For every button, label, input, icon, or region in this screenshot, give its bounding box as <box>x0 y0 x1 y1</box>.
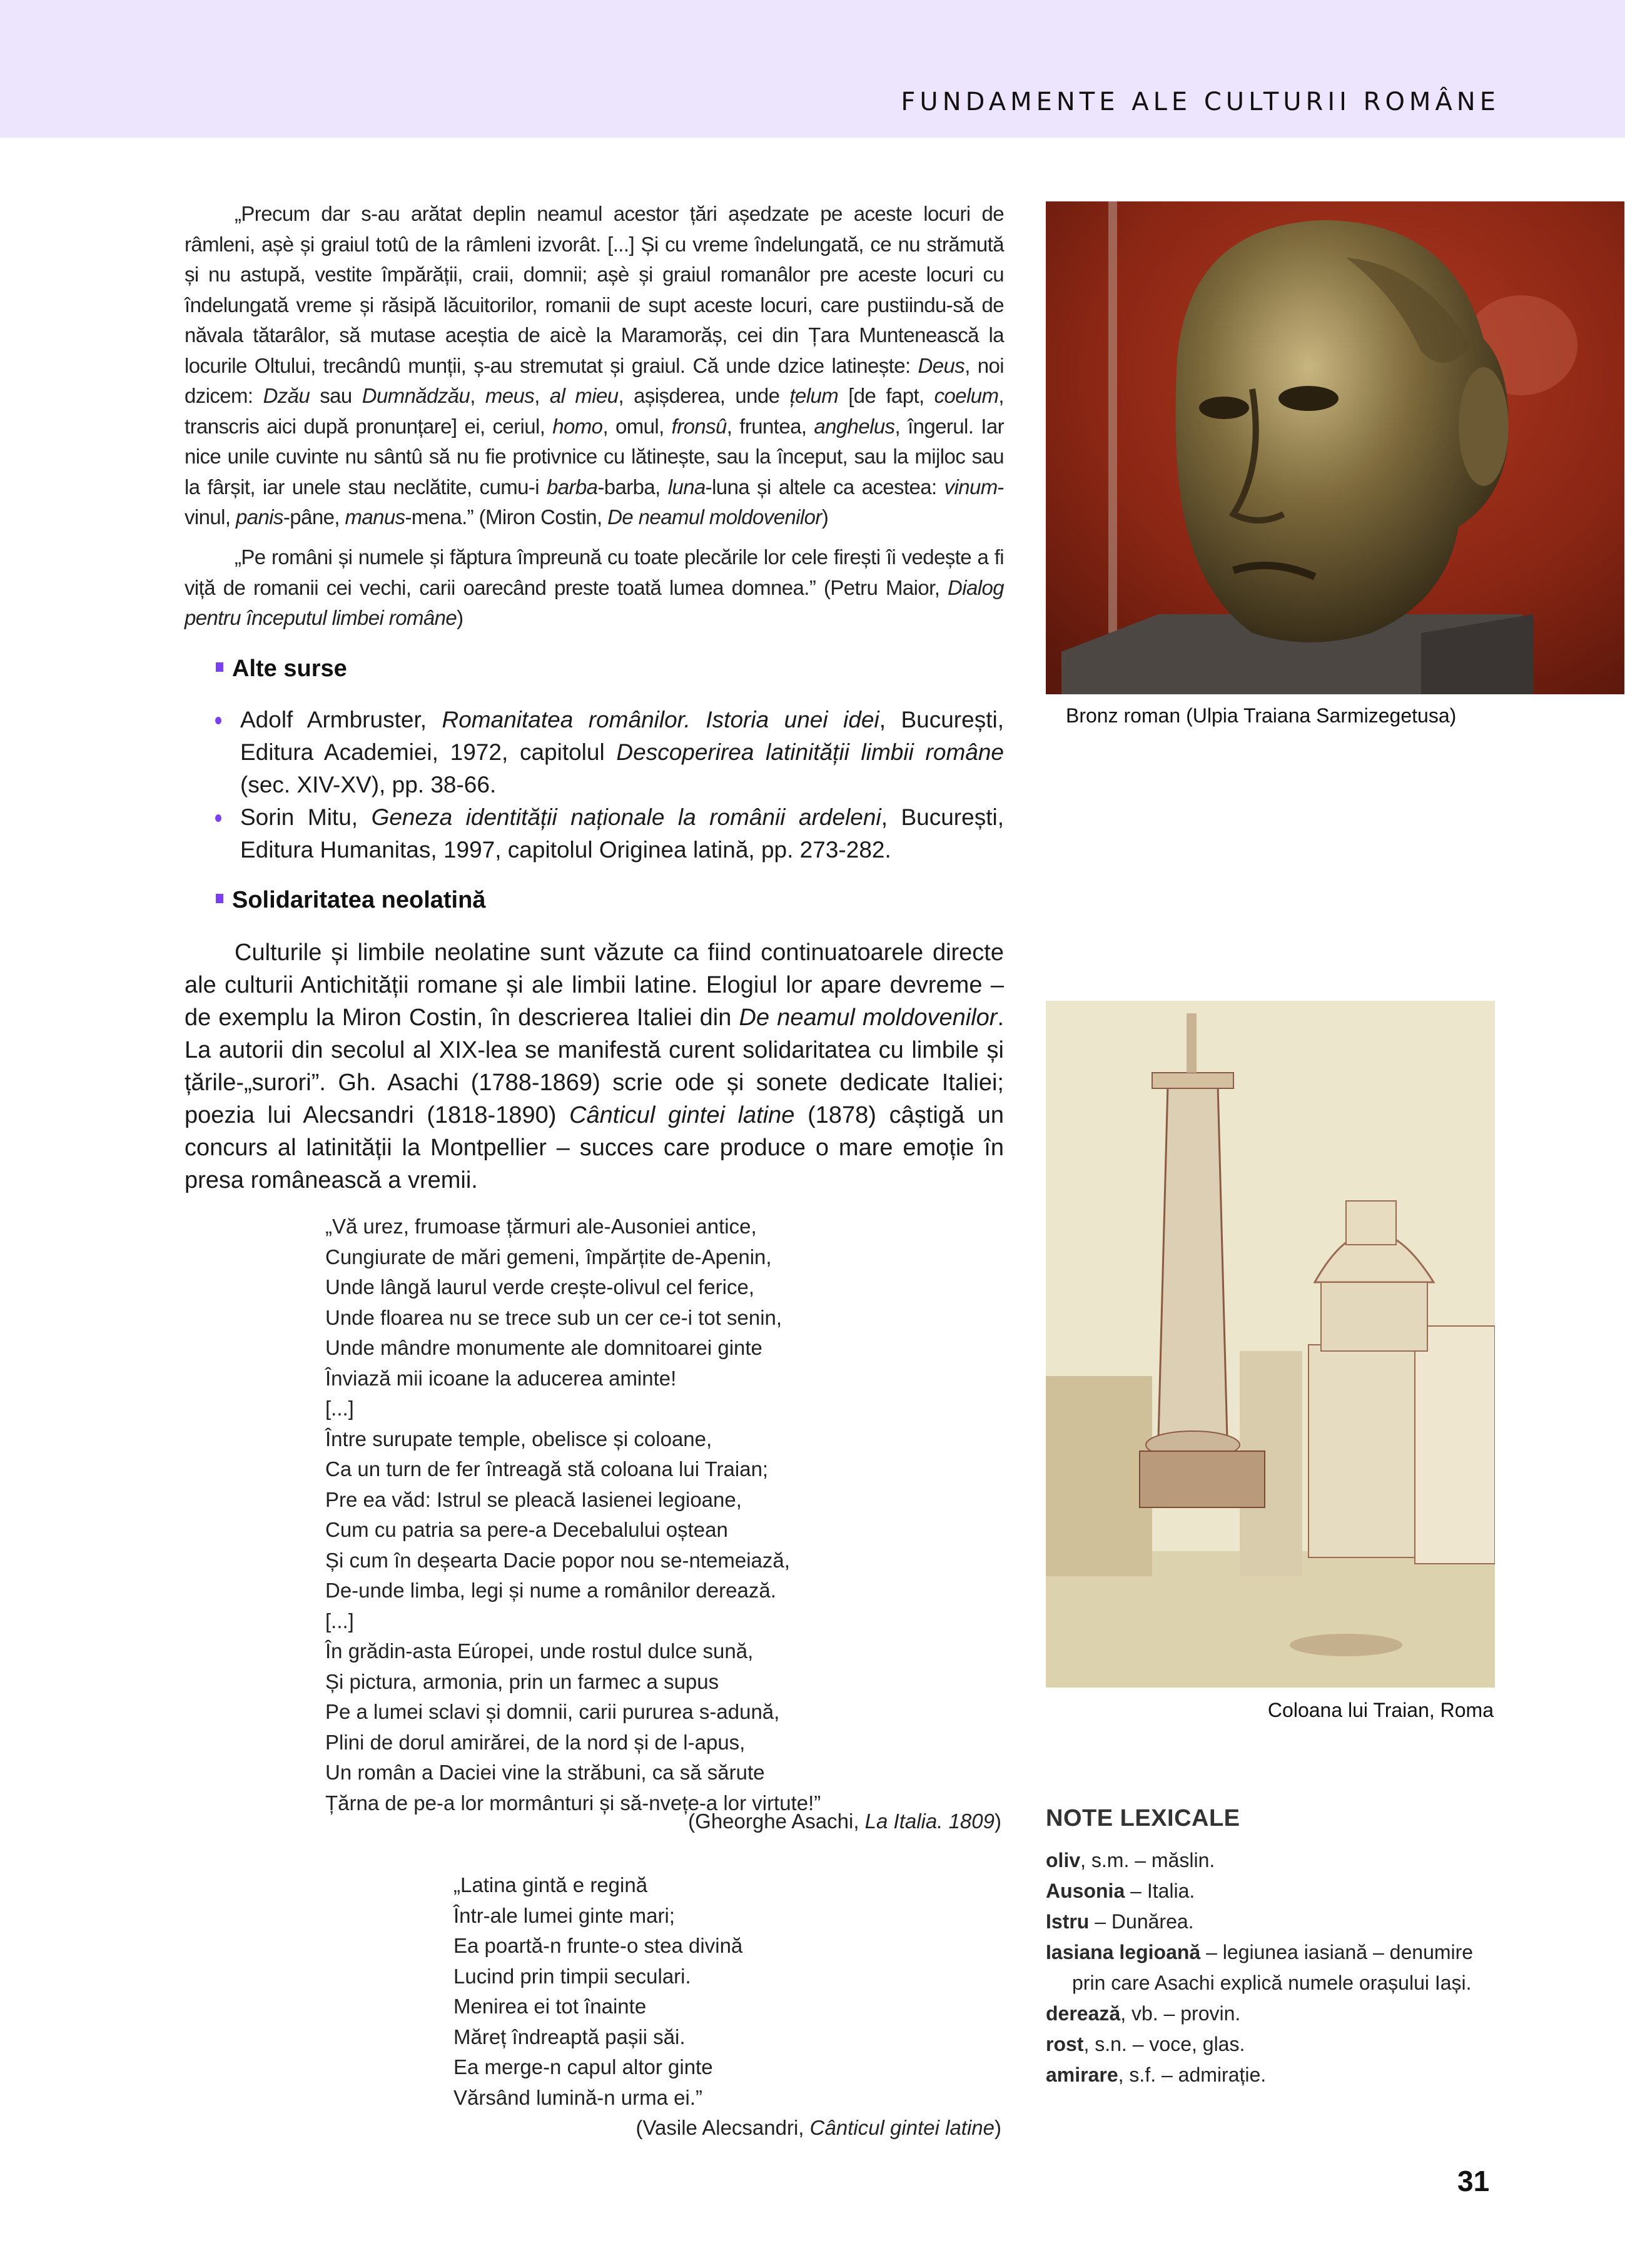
running-title: FUNDAMENTE ALE CULTURII ROMÂNE <box>901 88 1500 116</box>
lexical-notes-list <box>1046 1845 1496 2090</box>
reference-item: Adolf Armbruster, Romanitatea românilor. Istoria unei idei, București, Editura Academiei, 1972, capitolul Descoperirea latinității limbii române (sec. XIV-XV), pp. 38-66. <box>213 704 1004 801</box>
section-heading-alte-surse: Alte surse <box>216 656 347 682</box>
poem-line: Unde floarea nu se trece sub un cer ce-i tot senin, <box>325 1305 782 1329</box>
bronze-head-image <box>1046 201 1624 694</box>
poem-line: În grădin-asta Eúropei, unde rostul dulce sună, <box>325 1639 754 1663</box>
page-number: 31 <box>1457 2165 1490 2197</box>
poem-line: Menirea ei tot înainte <box>453 1995 647 2018</box>
lexical-note: Istru – Dunărea. <box>1046 1910 1194 1933</box>
poem-line: Ea poartă-n frunte-o stea divină <box>453 1934 743 1957</box>
trajan-column-drawing <box>1046 1001 1495 1688</box>
poem-citation-alecsandri: (Vasile Alecsandri, Cânticul gintei latine) <box>635 2116 1001 2139</box>
lexical-notes-heading: NOTE LEXICALE <box>1046 1805 1240 1831</box>
poem-line: Pe a lumei sclavi și domnii, carii pururea s-adună, <box>325 1700 780 1723</box>
poem-line: Și pictura, armonia, prin un farmec a supus <box>325 1669 719 1693</box>
lexical-note: amirare, s.f. – admirație. <box>1046 2063 1267 2086</box>
poem-line: Țărna de pe-a lor mormânturi și să-nvețe-a lor virtute!” <box>325 1791 821 1815</box>
section-heading-solidaritatea: Solidaritatea neolatină <box>216 887 485 914</box>
poem-line: Cum cu patria sa pere-a Decebalului oștean <box>325 1518 728 1541</box>
poem-line: „Latina gintă e regină <box>453 1873 648 1896</box>
poem-asachi <box>325 1212 821 1818</box>
poem-line: Plini de dorul amirărei, de la nord și de l-apus, <box>325 1730 746 1754</box>
figure-caption: Coloana lui Traian, Roma <box>1267 1699 1494 1721</box>
poem-line: Între surupate temple, obelisce și coloane, <box>325 1427 712 1450</box>
reference-list <box>213 704 1004 866</box>
poem-line: Un român a Daciei vine la străbuni, ca să sărute <box>325 1761 765 1784</box>
trajan-column-image <box>1046 1001 1495 1688</box>
page-header <box>0 0 1625 138</box>
reference-item: Sorin Mitu, Geneza identității naționale la românii ardeleni, București, Editura Humanitas, 1997, capitolul Originea latină, pp. 273-282. <box>213 801 1004 866</box>
poem-line: Ca un turn de fer întreagă stă coloana lui Traian; <box>325 1457 769 1481</box>
poem-alecsandri <box>453 1870 742 2113</box>
bullet-dot-icon <box>215 717 221 724</box>
square-bullet-icon <box>216 662 223 672</box>
poem-line: Pre ea văd: Istrul se pleacă Iasienei legioane, <box>325 1487 742 1511</box>
poem-line: Într-ale lumei ginte mari; <box>453 1903 675 1927</box>
lexical-note: Iasiana legioană – legiunea iasiană – denumire prin care Asachi explică numele orașului Iași. <box>1046 1941 1474 1994</box>
lexical-note: oliv, s.m. – măslin. <box>1046 1849 1215 1871</box>
body-paragraph: Culturile și limbile neolatine sunt văzute ca fiind continuatoarele directe ale culturii Antichității romane și ale limbii latine. Elogiul lor apare devreme – de exemplu la Miron Costin, în descrierea Italiei din De neamul moldovenilor. La autorii din secolul al XIX-lea se manifestă curent solidaritatea cu limbile și țările-„surori”. Gh. Asachi (1788-1869) scrie ode și sonete dedicate Italiei; poezia lui Alecsandri (1818-1890) Cânticul gintei latine (1878) câștigă un concurs al latinității la Montpellier – succes care produce o mare emoție în presa românească a vremii. <box>185 939 1004 1193</box>
poem-line: De-unde limba, legi și nume a românilor derează. <box>325 1579 776 1602</box>
poem-line: Lucind prin timpii seculari. <box>453 1964 691 1988</box>
lexical-note: derează, vb. – provin. <box>1046 2002 1241 2025</box>
lexical-note: Ausonia – Italia. <box>1046 1880 1195 1902</box>
poem-line: Înviază mii icoane la aducerea aminte! <box>325 1366 677 1390</box>
poem-line: „Vă urez, frumoase țărmuri ale-Ausoniei antice, <box>325 1215 757 1238</box>
poem-line: Vărsând lumină-n urma ei.” <box>453 2085 702 2109</box>
poem-citation-asachi: (Gheorghe Asachi, La Italia. 1809) <box>688 1810 1001 1833</box>
poem-line: [...] <box>325 1609 354 1633</box>
bullet-dot-icon <box>215 814 221 822</box>
quote-petru-maior: „Pe români și numele și făptura împreună cu toate plecările lor cele firești îi vedește a fi viță de romanii cei vechi, carii oarecând preste toată lumea domnea.” (Petru Maior, Dialog pentru începutul limbei române) <box>185 545 1004 629</box>
square-bullet-icon <box>216 894 223 903</box>
figure-caption: Bronz roman (Ulpia Traiana Sarmizegetusa) <box>1066 704 1457 727</box>
poem-line: Măreț îndreaptă pașii săi. <box>453 2025 686 2048</box>
poem-line: [...] <box>325 1397 354 1420</box>
lexical-note: rost, s.n. – voce, glas. <box>1046 2033 1245 2055</box>
poem-line: Și cum în deșearta Dacie popor nou se-ntemeiază, <box>325 1548 790 1572</box>
quote-miron-costin: „Precum dar s-au arătat deplin neamul acestor țări aședzate pe aceste locuri de râmleni, așè și graiul totû de la râmleni izvorât. [...] Și cu vreme îndelungată, ce nu strămută și nu astupă, vestite împărății, craii, domnii; așè și graiul romanâlor pre aceste locuri cu îndelungată vreme și răsipă lăcuitorilor, romanii de supt aceste locuri, care pustiindu-să de năvala tătarâlor, să mutase aceștia de aicè la Maramorăș, cei din Țara Muntenească la locurile Oltului, trecândû munții, ș-au stremutat și graiul. Că unde dzice latinește: Deus, noi dzicem: Dzău sau Dumnădzău, meus, al mieu, așișderea, unde țelum [de fapt, coelum, transcris aici după pronunțare] ei, ceriul, homo, omul, fronsû, fruntea, anghelus, îngerul. Iar nice unile cuvinte nu sântû să nu fie protivnice cu lătinește, sau la început, sau la mijloc sau la fârșit, iar unele stau neclătite, cumu-i barba-barba, luna-luna și altele ca acestea: vinum-vinul, panis-pâne, manus-mena.” (Miron Costin, De neamul moldovenilor) <box>185 202 1005 529</box>
poem-line: Ea merge-n capul altor ginte <box>453 2055 713 2078</box>
poem-line: Unde mândre monumente ale domnitoarei ginte <box>325 1336 762 1359</box>
poem-line: Unde lângă laurul verde crește-olivul cel ferice, <box>325 1275 755 1299</box>
bronze-head-photo <box>1046 201 1624 694</box>
poem-line: Cungiurate de mări gemeni, împărțite de-Apenin, <box>325 1245 772 1268</box>
